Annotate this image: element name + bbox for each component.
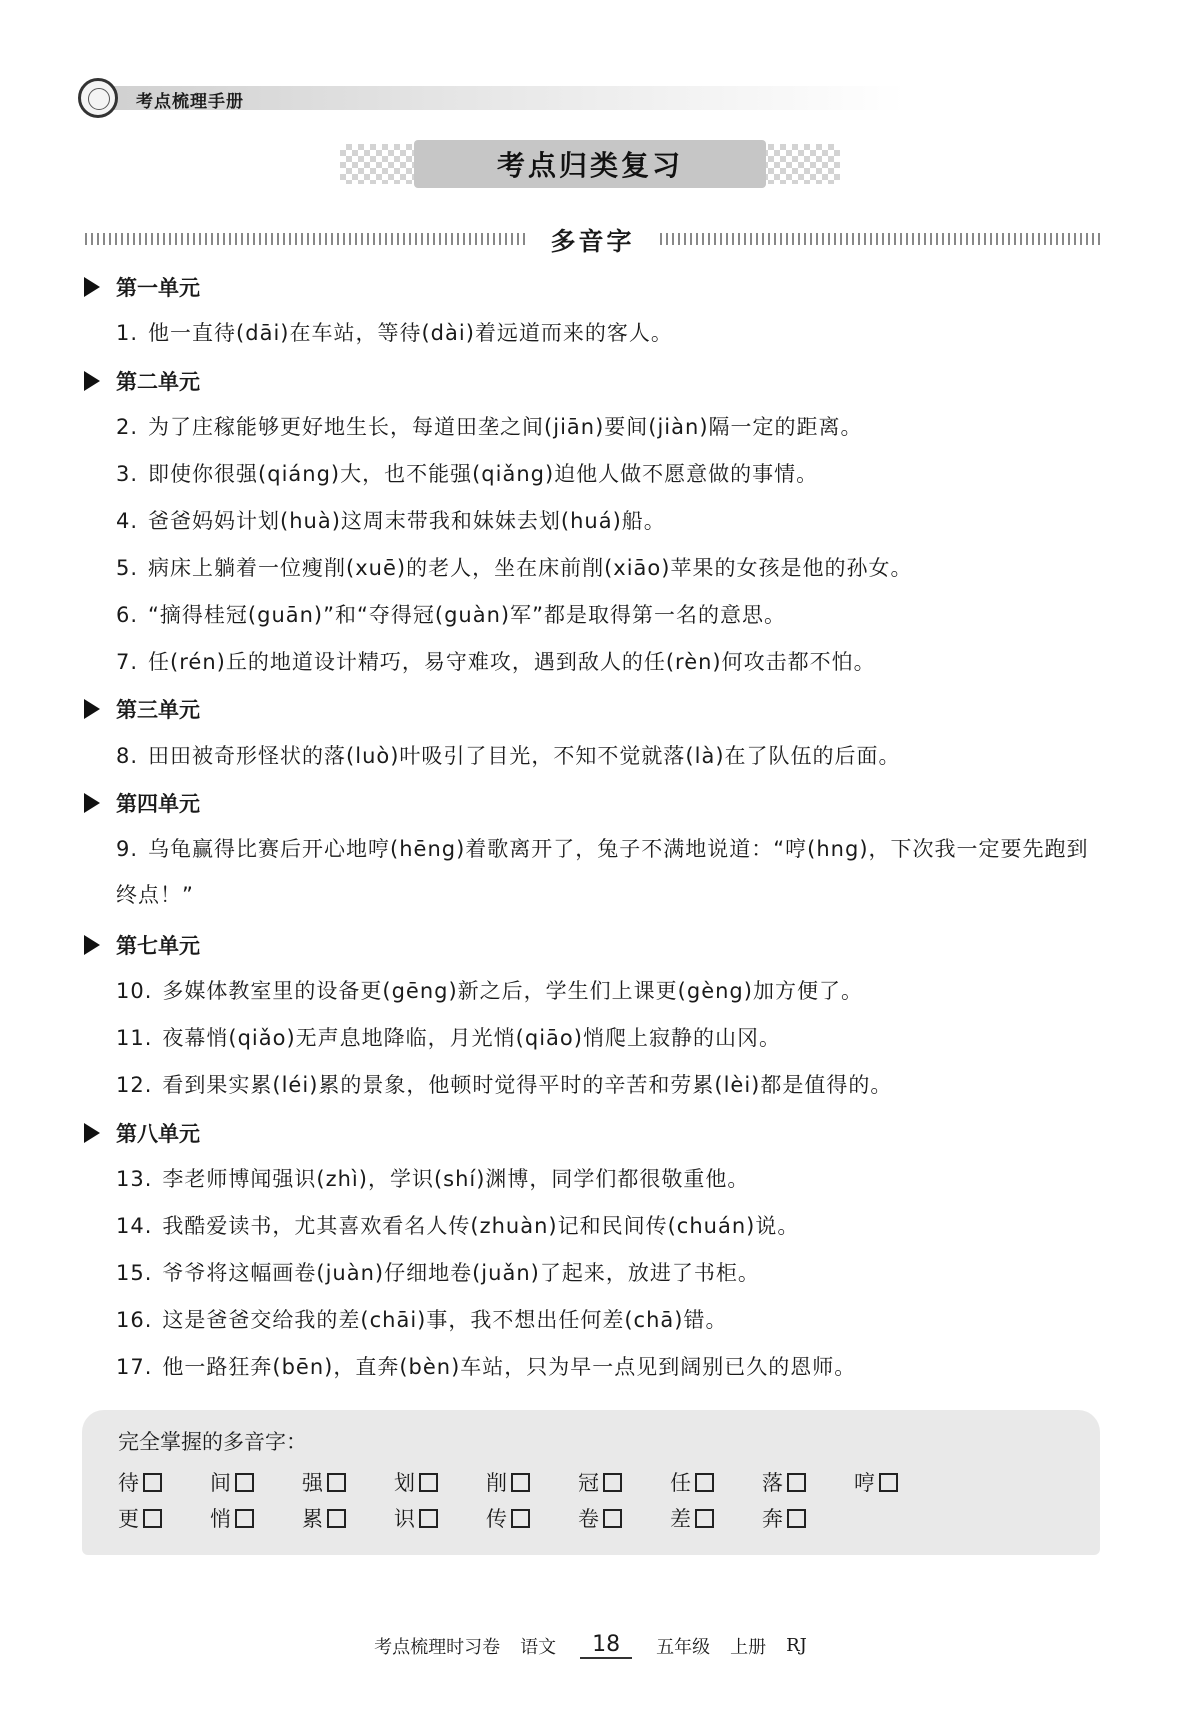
triangle-marker-icon bbox=[84, 793, 100, 813]
list-item bbox=[116, 976, 863, 1006]
char-label: 卷 bbox=[578, 1507, 599, 1531]
item-number: 12. bbox=[116, 1073, 153, 1097]
topic-heading bbox=[85, 222, 1100, 256]
checkbox[interactable] bbox=[327, 1473, 346, 1492]
char-label: 奔 bbox=[762, 1507, 783, 1531]
page-header bbox=[78, 78, 918, 118]
char-label: 冠 bbox=[578, 1471, 599, 1495]
checkbox[interactable] bbox=[695, 1473, 714, 1492]
item-number: 5. bbox=[116, 556, 139, 580]
footer-subject: 语文 bbox=[520, 1636, 557, 1658]
item-text: 我酷爱读书，尤其喜欢看名人传(zhuàn)记和民间传(chuán)说。 bbox=[162, 1214, 800, 1238]
mastery-cell bbox=[118, 1503, 210, 1533]
banner-title-box bbox=[414, 140, 766, 188]
char-label: 待 bbox=[118, 1471, 139, 1495]
list-item bbox=[116, 318, 673, 348]
char-label: 削 bbox=[486, 1471, 507, 1495]
item-number: 11. bbox=[116, 1026, 153, 1050]
footer-volume: 上册 bbox=[730, 1636, 767, 1658]
mastery-cell bbox=[578, 1467, 670, 1497]
char-label: 悄 bbox=[210, 1507, 231, 1531]
item-text: 即使你很强(qiáng)大，也不能强(qiǎng)迫他人做不愿意做的事情。 bbox=[148, 462, 819, 486]
publisher-seal-logo bbox=[78, 78, 118, 118]
item-text: 李老师博闻强识(zhì)，学识(shí)渊博，同学们都很敬重他。 bbox=[162, 1167, 750, 1191]
mastery-cell bbox=[210, 1467, 302, 1497]
list-item bbox=[116, 1023, 781, 1053]
checkbox[interactable] bbox=[787, 1509, 806, 1528]
item-number: 7. bbox=[116, 650, 139, 674]
item-text: “摘得桂冠(guān)”和“夺得冠(guàn)军”都是取得第一名的意思。 bbox=[148, 603, 786, 627]
footer-grade: 五年级 bbox=[656, 1636, 711, 1658]
item-text: 田田被奇形怪状的落(luò)叶吸引了目光，不知不觉就落(là)在了队伍的后面。 bbox=[148, 744, 901, 768]
unit-heading bbox=[84, 366, 200, 396]
list-item bbox=[116, 1211, 799, 1241]
item-number: 14. bbox=[116, 1214, 153, 1238]
unit-label: 第二单元 bbox=[116, 370, 200, 394]
char-label: 传 bbox=[486, 1507, 507, 1531]
unit-heading bbox=[84, 694, 200, 724]
char-label: 识 bbox=[394, 1507, 415, 1531]
section-banner bbox=[340, 140, 840, 188]
mastery-cell bbox=[762, 1467, 854, 1497]
checkbox[interactable] bbox=[695, 1509, 714, 1528]
char-label: 任 bbox=[670, 1471, 691, 1495]
item-number: 1. bbox=[116, 321, 139, 345]
mastery-caption: 完全掌握的多音字： bbox=[118, 1430, 307, 1454]
item-number: 9. bbox=[116, 837, 139, 861]
checkbox[interactable] bbox=[511, 1509, 530, 1528]
unit-heading bbox=[84, 788, 200, 818]
triangle-marker-icon bbox=[84, 1123, 100, 1143]
list-item bbox=[116, 600, 786, 630]
mastery-cell bbox=[394, 1503, 486, 1533]
char-label: 差 bbox=[670, 1507, 691, 1531]
char-label: 强 bbox=[302, 1471, 323, 1495]
checkbox[interactable] bbox=[603, 1509, 622, 1528]
mastery-cell bbox=[670, 1503, 762, 1533]
checkbox[interactable] bbox=[419, 1473, 438, 1492]
list-item bbox=[116, 506, 666, 536]
item-number: 2. bbox=[116, 415, 139, 439]
item-number: 3. bbox=[116, 462, 139, 486]
triangle-marker-icon bbox=[84, 371, 100, 391]
mastery-cell bbox=[118, 1467, 210, 1497]
list-item bbox=[116, 826, 1106, 918]
list-item bbox=[116, 1305, 727, 1335]
footer-book-title: 考点梳理时习卷 bbox=[374, 1636, 501, 1658]
mastery-cell bbox=[486, 1503, 578, 1533]
unit-heading bbox=[84, 930, 200, 960]
item-text: 为了庄稼能够更好地生长，每道田垄之间(jiān)要间(jiàn)隔一定的距离。 bbox=[148, 415, 863, 439]
item-number: 10. bbox=[116, 979, 153, 1003]
item-text: 任(rén)丘的地道设计精巧，易守难攻，遇到敌人的任(rèn)何攻击都不怕。 bbox=[148, 650, 876, 674]
list-item bbox=[116, 1070, 892, 1100]
item-text: 这是爸爸交给我的差(chāi)事，我不想出任何差(chā)错。 bbox=[162, 1308, 728, 1332]
mastery-cell bbox=[762, 1503, 854, 1533]
item-text: 他一路狂奔(bēn)，直奔(bèn)车站，只为早一点见到阔别已久的恩师。 bbox=[162, 1355, 857, 1379]
item-text: 爸爸妈妈计划(huà)这周末带我和妹妹去划(huá)船。 bbox=[148, 509, 666, 533]
char-label: 累 bbox=[302, 1507, 323, 1531]
item-number: 4. bbox=[116, 509, 139, 533]
item-text: 他一直待(dāi)在车站，等待(dài)着远道而来的客人。 bbox=[148, 321, 673, 345]
triangle-marker-icon bbox=[84, 699, 100, 719]
checkbox[interactable] bbox=[327, 1509, 346, 1528]
list-item bbox=[116, 1352, 856, 1382]
unit-label: 第七单元 bbox=[116, 934, 200, 958]
item-number: 16. bbox=[116, 1308, 153, 1332]
checkbox[interactable] bbox=[235, 1473, 254, 1492]
unit-heading bbox=[84, 272, 200, 302]
topic-title: 多音字 bbox=[550, 227, 635, 256]
mastery-cell bbox=[302, 1467, 394, 1497]
item-text: 病床上躺着一位瘦削(xuē)的老人，坐在床前削(xiāo)苹果的女孩是他的孙女。 bbox=[148, 556, 913, 580]
mastery-cell bbox=[486, 1467, 578, 1497]
list-item bbox=[116, 741, 901, 771]
list-item bbox=[116, 1258, 760, 1288]
item-number: 8. bbox=[116, 744, 139, 768]
item-text: 看到果实累(léi)累的景象，他顿时觉得平时的辛苦和劳累(lèi)都是值得的。 bbox=[162, 1073, 893, 1097]
mastery-row bbox=[118, 1464, 1098, 1500]
page-footer bbox=[0, 1632, 1181, 1659]
mastery-cell bbox=[854, 1467, 946, 1497]
checkbox[interactable] bbox=[143, 1473, 162, 1492]
mastery-cell bbox=[670, 1467, 762, 1497]
checkbox[interactable] bbox=[143, 1509, 162, 1528]
unit-label: 第三单元 bbox=[116, 698, 200, 722]
header-title: 考点梳理手册 bbox=[136, 92, 244, 112]
char-label: 更 bbox=[118, 1507, 139, 1531]
mastery-cell bbox=[302, 1503, 394, 1533]
item-text: 乌龟赢得比赛后开心地哼(hēng)着歌离开了，兔子不满地说道：“哼(hng)，下次我一定要先跑到终点！” bbox=[116, 837, 1089, 907]
char-label: 哼 bbox=[854, 1471, 875, 1495]
char-label: 划 bbox=[394, 1471, 415, 1495]
checkbox[interactable] bbox=[511, 1473, 530, 1492]
checkbox[interactable] bbox=[419, 1509, 438, 1528]
mastery-checklist-box bbox=[82, 1410, 1100, 1555]
item-number: 15. bbox=[116, 1261, 153, 1285]
list-item bbox=[116, 647, 876, 677]
mastery-cell bbox=[210, 1503, 302, 1533]
list-item bbox=[116, 553, 912, 583]
char-label: 落 bbox=[762, 1471, 783, 1495]
checkbox[interactable] bbox=[787, 1473, 806, 1492]
item-text: 多媒体教室里的设备更(gēng)新之后，学生们上课更(gèng)加方便了。 bbox=[162, 979, 863, 1003]
banner-title: 考点归类复习 bbox=[496, 149, 683, 182]
checkbox[interactable] bbox=[235, 1509, 254, 1528]
mastery-row bbox=[118, 1500, 1098, 1536]
triangle-marker-icon bbox=[84, 277, 100, 297]
checkbox[interactable] bbox=[603, 1473, 622, 1492]
footer-edition: RJ bbox=[786, 1635, 807, 1656]
checkbox[interactable] bbox=[879, 1473, 898, 1492]
mastery-cell bbox=[394, 1467, 486, 1497]
topic-divider-right bbox=[660, 233, 1100, 245]
item-text: 爷爷将这幅画卷(juàn)仔细地卷(juǎn)了起来，放进了书柜。 bbox=[162, 1261, 760, 1285]
unit-label: 第一单元 bbox=[116, 276, 200, 300]
unit-label: 第八单元 bbox=[116, 1122, 200, 1146]
list-item bbox=[116, 459, 818, 489]
topic-divider-left bbox=[85, 233, 525, 245]
list-item bbox=[116, 412, 863, 442]
item-number: 13. bbox=[116, 1167, 153, 1191]
list-item bbox=[116, 1164, 749, 1194]
mastery-grid bbox=[118, 1464, 1098, 1536]
char-label: 间 bbox=[210, 1471, 231, 1495]
mastery-cell bbox=[578, 1503, 670, 1533]
item-number: 6. bbox=[116, 603, 139, 627]
unit-heading bbox=[84, 1118, 200, 1148]
unit-label: 第四单元 bbox=[116, 792, 200, 816]
page-number: 18 bbox=[580, 1632, 632, 1659]
item-number: 17. bbox=[116, 1355, 153, 1379]
triangle-marker-icon bbox=[84, 935, 100, 955]
item-text: 夜幕悄(qiǎo)无声息地降临，月光悄(qiāo)悄爬上寂静的山冈。 bbox=[162, 1026, 781, 1050]
